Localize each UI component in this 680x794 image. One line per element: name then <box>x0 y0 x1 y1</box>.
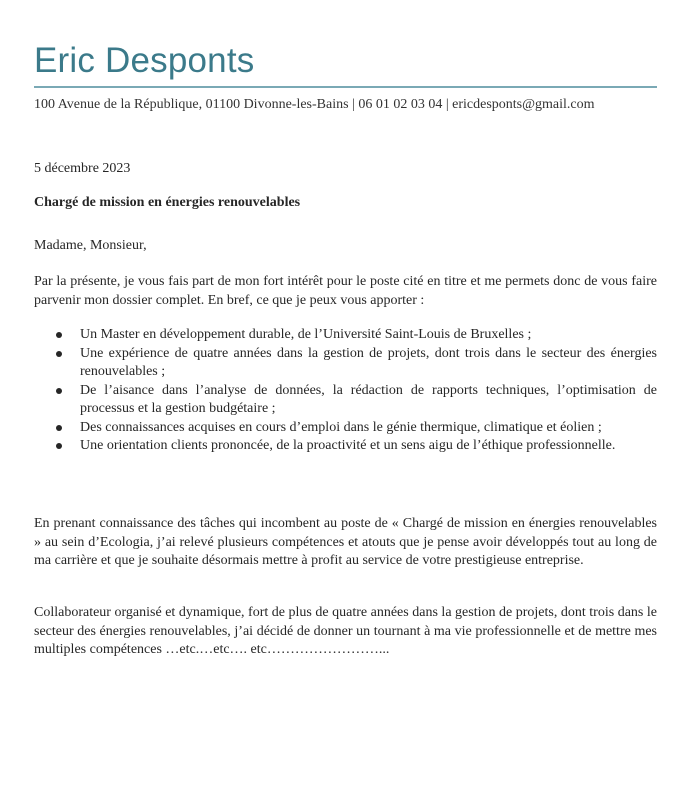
letter-salutation: Madame, Monsieur, <box>34 238 147 253</box>
bullet-icon <box>56 388 62 394</box>
list-item-text: Une orientation clients prononcée, de la proactivité et un sens aigu de l’éthique professionnelle. <box>80 438 616 453</box>
intro-paragraph: Par la présente, je vous fais part de mon fort intérêt pour le poste cité en titre et me permets donc de vous faire parvenir mon dossier complet. En bref, ce que je peux vous apporter : <box>34 274 657 308</box>
list-item-text: Des connaissances acquises en cours d’emploi dans le génie thermique, climatique et éolien ; <box>80 419 602 435</box>
letter-subject: Chargé de mission en énergies renouvelables <box>34 195 301 210</box>
list-item-text: Une expérience de quatre années dans la gestion de projets, dont trois dans le secteur des énergies renouvelables ; <box>80 345 657 379</box>
list-item <box>34 345 657 382</box>
bullet-icon <box>56 443 62 449</box>
list-item-text: De l’aisance dans l’analyse de données, la rédaction de rapports techniques, l’optimisation de processus et la gestion budgétaire ; <box>80 382 657 416</box>
sender-name: Eric Desponts <box>34 41 255 80</box>
sender-contact: 100 Avenue de la République, 01100 Divonne-les-Bains | 06 01 02 03 04 | ericdesponts@gmail.com <box>34 97 595 112</box>
bullet-icon <box>56 351 62 357</box>
list-item <box>34 382 657 419</box>
motivation-paragraph: En prenant connaissance des tâches qui incombent au poste de « Chargé de mission en énergies renouvelables » au sein d’Ecologia, j’ai relevé plusieurs compétences et atouts que je pense avoir développés tout au long de ma carrière et que je souhaite désormais mettre à profit au service de votre prestigieuse entreprise. <box>34 516 657 568</box>
bullet-icon <box>56 332 62 338</box>
list-item <box>34 437 657 456</box>
bullet-icon <box>56 425 62 431</box>
closing-paragraph: Collaborateur organisé et dynamique, fort de plus de quatre années dans la gestion de projets, dont trois dans le secteur des énergies renouvelables, j’ai décidé de donner un tournant à ma vie professionnelle et de mettre mes multiples compétences …etc.…etc…. etc……………………... <box>34 605 657 657</box>
skills-list <box>34 326 657 456</box>
list-item-text: Un Master en développement durable, de l’Université Saint-Louis de Bruxelles ; <box>80 327 532 342</box>
list-item <box>34 419 657 438</box>
list-item <box>34 326 657 345</box>
header-divider <box>34 86 657 88</box>
letter-date: 5 décembre 2023 <box>34 161 131 176</box>
